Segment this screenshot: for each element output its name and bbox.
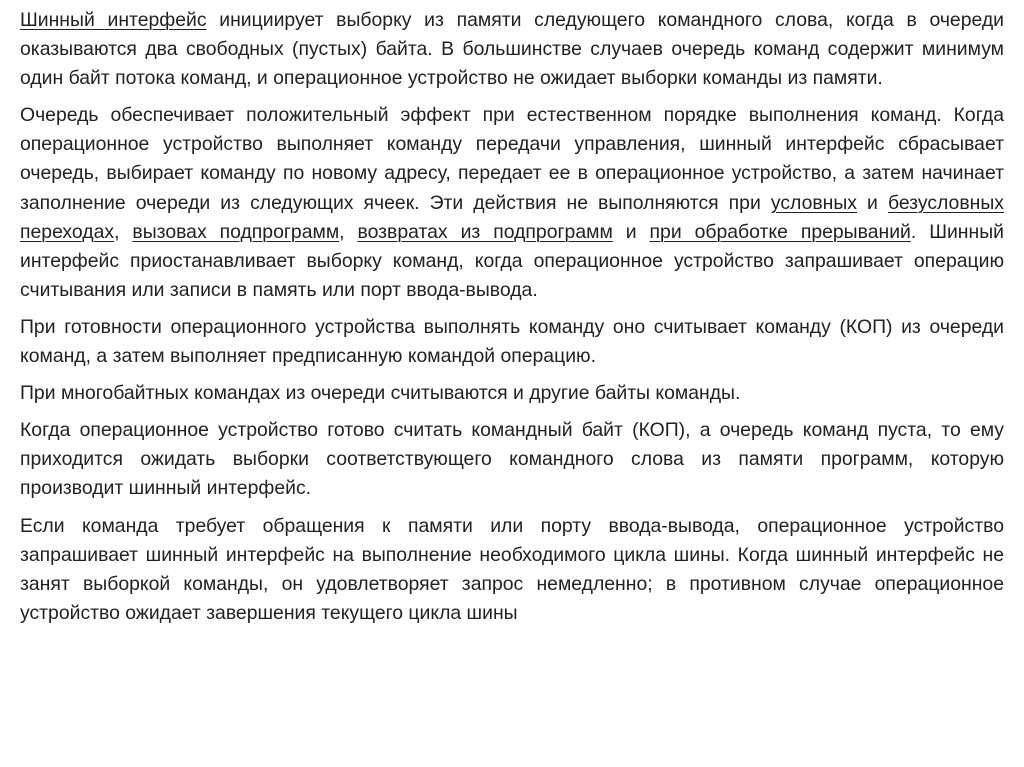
link-interrupt-handling[interactable]: при обработке прерываний bbox=[649, 220, 911, 243]
paragraph-text: и bbox=[612, 220, 650, 243]
paragraph-5 bbox=[20, 416, 1004, 503]
paragraph-1 bbox=[20, 6, 1004, 93]
link-bus-interface[interactable]: Шинный интерфейс bbox=[20, 9, 207, 31]
paragraph-text: , bbox=[114, 220, 133, 243]
paragraph-2 bbox=[20, 101, 1004, 305]
document-body bbox=[20, 6, 1004, 636]
paragraph-text: инициирует выборку из памяти следующего командного слова, когда в очереди оказываются два свободных (пустых) байта. В большинстве случаев очередь команд содержит минимум один байт потока команд, и операционное устройство не ожидает выборки команды из памяти. bbox=[20, 9, 1004, 90]
paragraph-text: При готовности операционного устройства выполнять команду оно считывает команду (КОП) из очереди команд, а затем выполняет предписанную командой операцию. bbox=[20, 315, 1004, 368]
link-subroutine-returns[interactable]: возвратах из подпрограмм bbox=[357, 220, 613, 243]
paragraph-text: и bbox=[857, 191, 888, 214]
paragraph-text: Очередь обеспечивает положительный эффект при естественном порядке выполнения команд. Когда операционное устройство выполняет команду передачи управления, шинный интерфейс сбрасывает очередь, выбирает команду по новому адресу, передает ее в операционное устройство, а затем начинает заполнение очереди из следующих ячеек. Эти действия не выполняются при bbox=[20, 104, 1004, 214]
paragraph-text: . Шинный интерфейс приостанавливает выборку команд, когда операционное устройство запрашивает операцию считывания или записи в память или порт ввода-вывода. bbox=[20, 220, 1004, 301]
paragraph-6 bbox=[20, 512, 1004, 628]
paragraph-text: , bbox=[339, 220, 358, 243]
paragraph-text: При многобайтных командах из очереди считываются и другие байты команды. bbox=[20, 382, 741, 405]
paragraph-text: Если команда требует обращения к памяти или порту ввода-вывода, операционное устройство запрашивает шинный интерфейс на выполнение необходимого цикла шины. Когда шинный интерфейс не занят выборкой команды, он удовлетворяет запрос немедленно; в противном случае операционное устройство ожидает завершения текущего цикла шины bbox=[20, 514, 1004, 624]
link-conditional[interactable]: условных bbox=[770, 191, 857, 214]
link-unconditional-jumps[interactable]: безусловных переходах bbox=[20, 191, 1004, 243]
link-subroutine-calls[interactable]: вызовах подпрограмм bbox=[132, 220, 340, 243]
paragraph-text: Когда операционное устройство готово считать командный байт (КОП), а очередь команд пуста, то ему приходится ожидать выборки соответствующего командного слова из памяти программ, которую производит шинный интерфейс. bbox=[20, 419, 1004, 500]
paragraph-3 bbox=[20, 313, 1004, 371]
paragraph-4 bbox=[20, 379, 1004, 408]
